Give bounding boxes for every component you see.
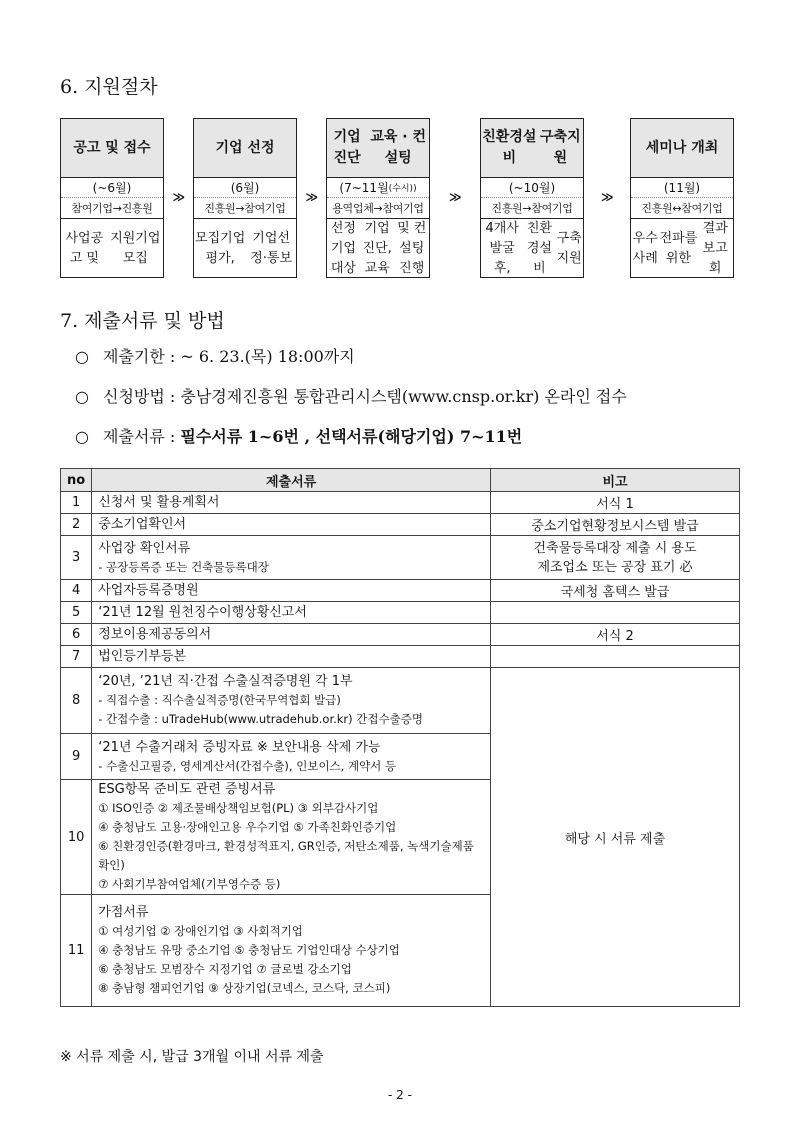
bullet-documents: ○ 제출서류 : 필수서류 1~6번 , 선택서류(해당기업) 7~11번 <box>75 427 523 446</box>
row-number: 10 <box>61 780 92 895</box>
process-step-period: (~6월) <box>61 178 163 198</box>
row-number: 9 <box>61 734 92 780</box>
row-number: 11 <box>61 895 92 1007</box>
table-row <box>61 580 740 602</box>
process-step-period: (7~11월 (수시)) <box>327 178 429 198</box>
row-number: 8 <box>61 668 92 734</box>
row-number: 6 <box>61 624 92 646</box>
process-step-period: (~10월) <box>481 178 583 198</box>
process-step-flow: 용역업체→참여기업 <box>327 198 429 219</box>
section-6-title: 6. 지원절차 <box>60 76 158 98</box>
table-row <box>61 514 740 536</box>
process-step-desc: 모집기업 평가, 기업선정·통보 <box>195 231 293 266</box>
process-step-4 <box>480 118 584 278</box>
bullet-circle-icon: ○ <box>75 387 89 406</box>
bullet-circle-icon: ○ <box>75 347 89 366</box>
bullet-method: ○ 신청방법 : 충남경제진흥원 통합관리시스템(www.cnsp.or.kr) 온라인 접수 <box>75 387 627 406</box>
col-document: 제출서류 <box>92 469 491 492</box>
table-row <box>61 646 740 668</box>
bullet-circle-icon: ○ <box>75 427 89 446</box>
row-document: ‘21년 12월 원천징수이행상황신고서 <box>92 602 491 624</box>
page-number: - 2 - <box>388 1088 412 1102</box>
double-chevron-icon: ≫ <box>449 190 462 204</box>
row-number: 3 <box>61 536 92 580</box>
row-number: 4 <box>61 580 92 602</box>
row-number: 2 <box>61 514 92 536</box>
row-number: 1 <box>61 492 92 514</box>
row-document: ‘20년, ’21년 직·간접 수출실적증명원 각 1부 - 직접수출 : 직수출실적증명(한국무역협회 발급) - 간접수출 : uTradeHub(www.utradehub.or.kr) 간접수출증명 <box>92 668 491 734</box>
process-step-period: (11월) <box>631 178 733 198</box>
process-step-desc: 사업공고 및 지원기업 모집 <box>65 231 161 266</box>
footnote: ※ 서류 제출 시, 발급 3개월 이내 서류 제출 <box>60 1049 324 1065</box>
row-document: ‘21년 수출거래처 증빙자료 ※ 보안내용 삭제 가능 - 수출신고필증, 영세계산서(간접수출), 인보이스, 계약서 등 <box>92 734 491 780</box>
process-step-period: (6월) <box>194 178 296 198</box>
process-step-2 <box>193 118 297 278</box>
table-row <box>61 602 740 624</box>
process-step-5 <box>630 118 734 278</box>
row-note <box>491 646 740 668</box>
table-row <box>61 492 740 514</box>
row-note: 중소기업현황정보시스템 발급 <box>491 514 740 536</box>
process-step-flow: 진흥원↔참여기업 <box>631 198 733 219</box>
row-note: 서식 2 <box>491 624 740 646</box>
row-note <box>491 602 740 624</box>
process-step-title: 친환경설비 구축지원 <box>481 119 583 178</box>
double-chevron-icon: ≫ <box>172 190 186 204</box>
double-chevron-icon: ≫ <box>305 190 319 204</box>
table-row <box>61 668 740 734</box>
row-number: 5 <box>61 602 92 624</box>
double-chevron-icon: ≫ <box>601 190 614 204</box>
process-step-desc: 4개사 발굴 후, 친환경설비 구축 지원 <box>485 221 582 276</box>
row-document: 사업자등록증명원 <box>92 580 491 602</box>
col-note: 비고 <box>491 469 740 492</box>
section-7-title: 7. 제출서류 및 방법 <box>60 310 225 332</box>
process-step-desc: 우수사례 전파를 위한 결과보고회 <box>632 221 728 276</box>
process-step-3 <box>326 118 430 278</box>
process-step-title: 공고 및 접수 <box>61 119 163 178</box>
process-step-desc: 선정기업 대상 기업진단, 교육 및 컨설팅 진행 <box>330 221 427 276</box>
row-document: 중소기업확인서 <box>92 514 491 536</box>
row-note: 건축물등록대장 제출 시 용도 제조업소 또는 공장 표기 必 <box>491 536 740 580</box>
row-document: 사업장 확인서류 - 공장등록증 또는 건축물등록대장 <box>92 536 491 580</box>
row-document: 법인등기부등본 <box>92 646 491 668</box>
row-document: ESG항목 준비도 관련 증빙서류 ① ISO인증 ② 제조물배상책임보험(PL) ③ 외부감사기업 ④ 충청남도 고용·장애인고용 우수기업 ⑤ 가족친화인증기업 ⑥ 친환경인증(환경마크, 환경성적표지, GR인증, 저탄소제품, 녹색기술제품확인) ⑦ 사회기부참여업체(기부영수증 등) <box>92 780 491 895</box>
col-no: no <box>61 469 92 492</box>
row-note: 국세청 홈텍스 발급 <box>491 580 740 602</box>
documents-table <box>60 468 740 1007</box>
process-step-1 <box>60 118 164 278</box>
process-step-title: 기업진단 교육 · 컨설팅 <box>327 119 429 178</box>
process-step-title: 기업 선정 <box>194 119 296 178</box>
row-document: 가점서류 ① 여성기업 ② 장애인기업 ③ 사회적기업 ④ 충청남도 유망 중소기업 ⑤ 충청남도 기업인대상 수상기업 ⑥ 충청남도 모범장수 지정기업 ⑦ 글로벌 강소기업 ⑧ 충남형 챔피언기업 ⑨ 상장기업(코넥스, 코스닥, 코스피) <box>92 895 491 1007</box>
table-row <box>61 536 740 580</box>
merged-note: 해당 시 서류 제출 <box>491 668 740 1007</box>
row-note: 서식 1 <box>491 492 740 514</box>
process-step-flow: 참여기업→진흥원 <box>61 198 163 219</box>
row-number: 7 <box>61 646 92 668</box>
process-step-flow: 진흥원→참여기업 <box>194 198 296 219</box>
row-document: 신청서 및 활용계획서 <box>92 492 491 514</box>
table-row <box>61 624 740 646</box>
row-document: 정보이용제공동의서 <box>92 624 491 646</box>
process-step-title: 세미나 개최 <box>631 119 733 178</box>
process-step-flow: 진흥원→참여기업 <box>481 198 583 219</box>
bullet-deadline: ○ 제출기한 : ~ 6. 23.(목) 18:00까지 <box>75 347 355 366</box>
